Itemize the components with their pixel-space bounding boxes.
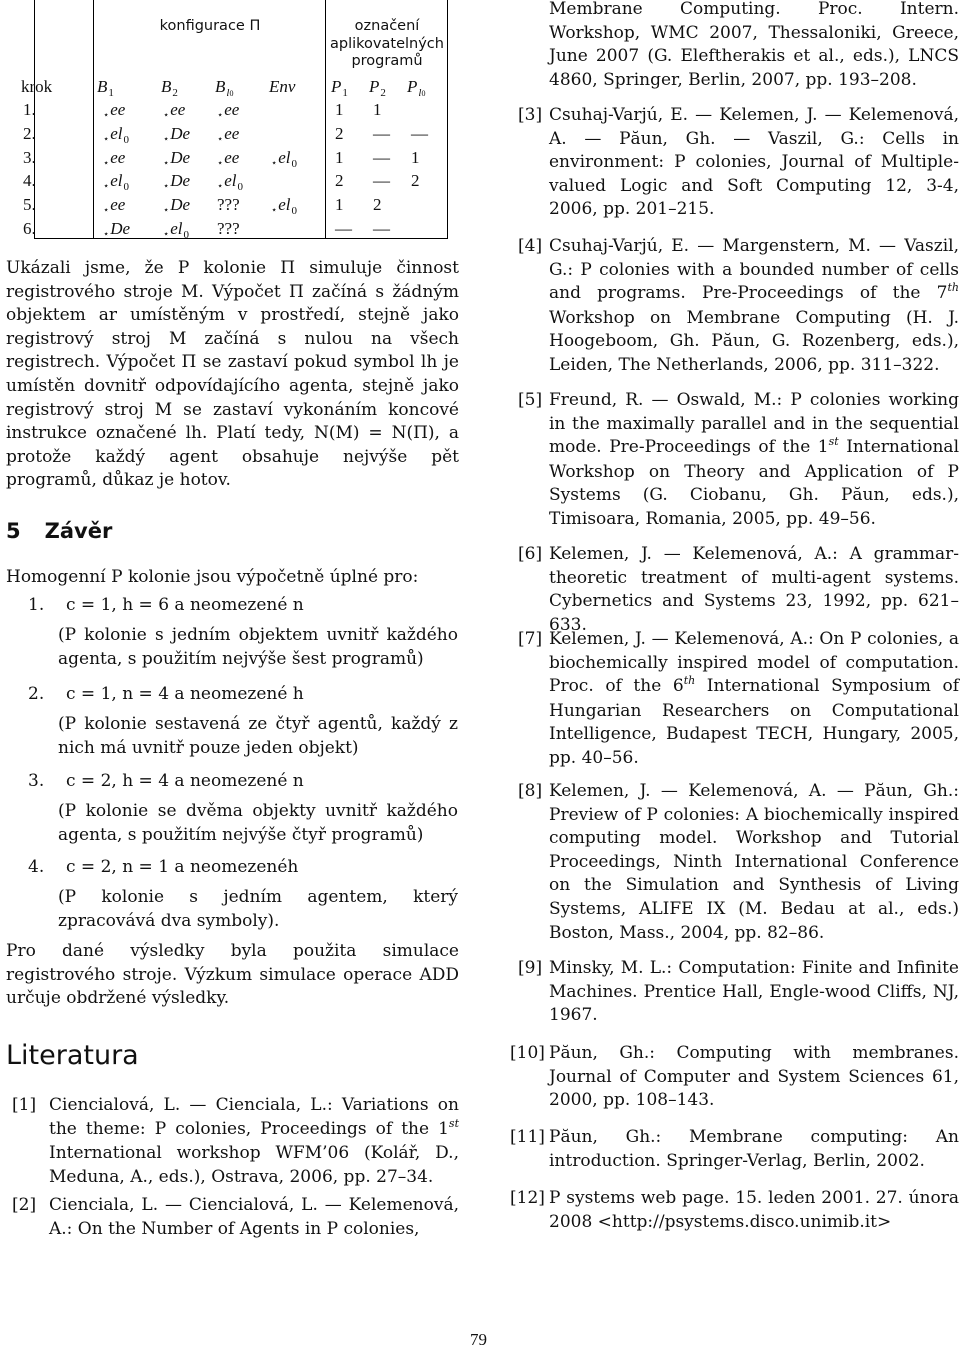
- table-header-configuration: konfigurace Π: [159, 18, 261, 34]
- table-cell-bl0: ???: [217, 219, 240, 238]
- table-cell-b2: [163, 171, 190, 191]
- star-marker: ⋆: [163, 229, 170, 240]
- paragraph-simulation: [6, 257, 459, 493]
- item-number: 1.: [28, 595, 45, 615]
- item-condition: c = 2, n = 1 a neomezenéh: [66, 857, 299, 877]
- table-header-line: označení: [354, 18, 420, 34]
- col-header-b2: $B_2$: [161, 77, 178, 99]
- table-cell-b2: [163, 124, 190, 144]
- cell-value: De: [170, 195, 191, 215]
- table-cell-env: [271, 195, 298, 218]
- reference-number: [2]: [12, 1195, 37, 1215]
- star-marker: ⋆: [271, 157, 278, 169]
- table-cell-b1: [103, 148, 125, 168]
- star-marker: ⋆: [103, 181, 110, 193]
- cell-value: ee: [224, 123, 240, 143]
- table-cell-pl0: 1: [411, 147, 420, 167]
- table-cell-b2: [163, 100, 185, 120]
- reference-text: Păun, Gh.: Membrane computing: An introduction. Springer-Verlag, Berlin, 2002.: [549, 1127, 959, 1171]
- section-title: Závěr: [44, 519, 113, 543]
- table-cell-p1: 2: [335, 171, 344, 191]
- star-marker: ⋆: [103, 133, 110, 145]
- table-cell-p2: —: [373, 123, 390, 143]
- table-cell-b1: [103, 195, 125, 215]
- conclusion-paragraph: Pro dané výsledky byla použita simulace registrového stroje. Výzkum simulace operace ADD určuje obdržené výsledky.: [6, 941, 459, 1009]
- reference-text: Membrane Computing. Proc. Intern. Workshop, WMC 2007, Thessaloniki, Greece, June 2007 (G. Eleftherakis et al., eds.), LNCS 4860, Springer, Berlin, 2007, pp. 193–208.: [549, 0, 959, 90]
- table-cell-pl0: —: [411, 123, 428, 143]
- reference-number: [12]: [510, 1188, 545, 1208]
- item-description: (P kolonie sestavená ze čtyř agentů, každý z nich má uvnitř pouze jeden objekt): [58, 714, 458, 758]
- item-number: 3.: [28, 771, 45, 791]
- col-header-b1: $B_1$: [97, 77, 114, 99]
- star-marker: ⋆: [163, 181, 170, 193]
- table-cell-b1: [103, 219, 130, 239]
- table-cell-env: [271, 148, 297, 168]
- reference-text: Cienciala, L. — Ciencialová, L. — Kelemenová, A.: On the Number of Agents in P colonies,: [49, 1195, 459, 1239]
- star-marker: ⋆: [163, 157, 170, 169]
- star-marker: ⋆: [217, 133, 224, 145]
- cell-value: $el_0$: [278, 195, 298, 218]
- cell-value: ee: [110, 100, 126, 119]
- table-cell-bl0: [217, 148, 239, 168]
- reference-text: Minsky, M. L.: Computation: Finite and Infinite Machines. Prentice Hall, Engle-wood Cliffs, NJ, 1967.: [549, 958, 959, 1026]
- reference-number: [10]: [510, 1043, 545, 1063]
- reference-text: Kelemen, J. — Kelemenová, A. — Păun, Gh.: Preview of P colonies: A biochemically inspired computing model. Workshop and Tutorial Proceedings, Ninth International Conference on the Simulation and Synthesis of Living Systems, ALIFE IX (M. Bedau at al., eds.) Boston, Mass., 2004, pp. 82–86.: [549, 781, 959, 943]
- cell-value: $el_0$: [110, 123, 130, 146]
- item-description: (P kolonie s jedním agentem, který zpracovává dva symboly).: [58, 887, 458, 931]
- table-cell-bl0: [217, 124, 239, 144]
- table-cell-bl0: [217, 171, 244, 194]
- cell-value: De: [170, 171, 191, 191]
- table-header-line: aplikovatelných: [330, 35, 444, 52]
- star-marker: ⋆: [217, 110, 224, 121]
- table-header-line: programů: [351, 53, 423, 69]
- star-marker: ⋆: [103, 157, 110, 169]
- table-cell-p2: —: [373, 147, 390, 167]
- cell-value: De: [110, 219, 131, 238]
- reference-number: [1]: [12, 1095, 37, 1115]
- page-number: 79: [470, 1330, 487, 1349]
- item-number: 4.: [28, 857, 45, 877]
- table-cell-bl0: ???: [217, 195, 240, 215]
- item-description: (P kolonie se dvěma objekty uvnitř každého agenta, s použitím nejvýše čtyř programů): [58, 801, 458, 845]
- cell-value: $el_0$: [170, 219, 190, 241]
- table-cell-p1: 1: [335, 147, 344, 167]
- table-divider: [93, 0, 94, 238]
- col-header-krok: krok: [21, 77, 53, 96]
- reference-number: [8]: [518, 781, 543, 801]
- star-marker: ⋆: [103, 110, 110, 121]
- item-condition: c = 2, h = 4 a neomezené n: [66, 771, 304, 791]
- reference-number: [6]: [518, 544, 543, 564]
- table-cell-bl0: [217, 100, 239, 120]
- table-cell-p2: —: [373, 219, 390, 238]
- table-cell-krok: 1.: [23, 100, 36, 119]
- reference-text: Ciencialová, L. — Cienciala, L.: Variations on the theme: P colonies, Proceedings of the 1st International workshop WFM’06 (Kolář, D., Meduna, A., eds.), Ostrava, 2006, pp. 27–34.: [49, 1095, 459, 1187]
- reference-number: [5]: [518, 390, 543, 410]
- table-cell-krok: 4.: [23, 171, 36, 191]
- reference-number: [3]: [518, 105, 543, 125]
- reference-text: Csuhaj-Varjú, E. — Margenstern, M. — Vaszil, G.: P colonies with a bounded number of cells and programs. Pre-Proceedings of the 7th Workshop on Membrane Computing (H. J. Hoogeboom, Gh. Păun, G. Rozenberg, eds.), Leiden, The Netherlands, 2006, pp. 311–322.: [549, 236, 959, 375]
- table-cell-krok: 3.: [23, 147, 36, 167]
- table-cell-krok: 2.: [23, 123, 36, 143]
- reference-text: Freund, R. — Oswald, M.: P colonies working in the maximally parallel and in the sequential mode. Pre-Proceedings of the 1st International Workshop on Theory and Application of P Systems (G. Ciobanu, Gh. Păun, eds.), Timisoara, Romania, 2005, pp. 49–56.: [549, 390, 960, 529]
- table-cell-p1: 2: [335, 123, 344, 143]
- table-header-programs: [327, 18, 447, 71]
- col-header-bl0: $B_{l0}$: [215, 77, 234, 99]
- star-marker: ⋆: [163, 205, 170, 217]
- table-cell-b2: [163, 219, 189, 239]
- intro-text: Homogenní P kolonie jsou výpočetně úplné pro:: [6, 567, 419, 587]
- star-marker: ⋆: [103, 205, 110, 217]
- star-marker: ⋆: [103, 229, 110, 240]
- table-cell-b2: [163, 195, 190, 215]
- table-cell-b1: [103, 100, 125, 120]
- table-cell-p2: 1: [373, 100, 382, 119]
- table-cell-p1: 1: [335, 195, 344, 215]
- cell-value: $el_0$: [278, 147, 298, 170]
- cell-value: $el_0$: [224, 171, 244, 194]
- configuration-table: [21, 0, 448, 241]
- reference-text: Păun, Gh.: Computing with membranes. Journal of Computer and System Sciences 61, 2000, pp. 108–143.: [549, 1043, 959, 1111]
- col-header-p2: $P_2$: [369, 77, 386, 99]
- cell-value: ee: [170, 100, 186, 119]
- table-cell-b1: [103, 171, 130, 194]
- cell-value: ee: [110, 147, 126, 167]
- item-number: 2.: [28, 684, 45, 704]
- item-condition: c = 1, n = 4 a neomezené h: [66, 684, 304, 704]
- reference-number: [7]: [518, 629, 543, 649]
- reference-text: P systems web page. 15. leden 2001. 27. února 2008 <http://psystems.disco.unimib.it>: [549, 1188, 959, 1232]
- reference-number: [11]: [510, 1127, 545, 1147]
- literature-heading: Literatura: [6, 1040, 139, 1071]
- col-header-p1: $P_1$: [331, 77, 348, 99]
- cell-value: ee: [110, 195, 126, 215]
- star-marker: ⋆: [217, 181, 224, 193]
- cell-value: $el_0$: [110, 171, 130, 194]
- item-condition: c = 1, h = 6 a neomezené n: [66, 595, 304, 615]
- star-marker: ⋆: [271, 205, 278, 217]
- col-header-env: Env: [269, 77, 296, 96]
- table-cell-pl0: 2: [411, 171, 420, 191]
- section-number: 5: [6, 519, 21, 543]
- col-header-pl0: $P_{l0}$: [407, 77, 426, 99]
- star-marker: ⋆: [217, 157, 224, 169]
- reference-text: Csuhaj-Varjú, E. — Kelemen, J. — Kelemenová, A. — Păun, Gh. — Vaszil, G.: Cells in environment: P colonies, Journal of Multiple-valued Logic and Soft Computing 12, 3-4, 2006, pp. 201–215.: [549, 105, 959, 220]
- cell-value: De: [170, 123, 191, 143]
- table-cell-p1: 1: [335, 100, 344, 119]
- cell-value: ee: [224, 147, 240, 167]
- reference-text: Kelemen, J. — Kelemenová, A.: On P colonies, a biochemically inspired model of computation. Proc. of the 6th International Symposium of Hungarian Researchers on Computational Intelligence, Budapest TECH, Hungary, 2005, pp. 40–56.: [549, 629, 960, 768]
- table-cell-p2: —: [373, 171, 390, 191]
- table-cell-krok: 6.: [23, 219, 36, 238]
- reference-text: Kelemen, J. — Kelemenová, A.: A grammar-theoretic treatment of multi-agent systems. Cybernetics and Systems 23, 1992, pp. 621–633.: [549, 544, 959, 635]
- table-cell-p2: 2: [373, 195, 382, 215]
- table-cell-b2: [163, 148, 190, 168]
- reference-number: [9]: [518, 958, 543, 978]
- table-cell-b1: [103, 124, 129, 144]
- star-marker: ⋆: [163, 133, 170, 145]
- table-cell-krok: 5.: [23, 195, 36, 215]
- paragraph-text: Ukázali jsme, že P kolonie Π simuluje činnost registrového stroje M. Výpočet Π začíná s žádným objektem ar umístěným v prostředí, stejně jako registrový stroj M začíná s nulou na všech registrech. Výpočet Π se zastaví pokud symbol lh je umístěn dovnitř odpovídajícího agenta, stejně jako registrový stroj M se zastaví vykonáním koncové instrukce označené lh. Platí tedy, N(M) = N(Π), a protože každý agent obsahuje nejvýše pět programů, důkaz je hotov.: [6, 258, 459, 491]
- cell-value: ee: [224, 100, 240, 119]
- star-marker: ⋆: [163, 110, 170, 121]
- cell-value: De: [170, 147, 191, 167]
- section-heading: [6, 519, 112, 543]
- table-cell-p1: —: [335, 219, 352, 238]
- item-description: (P kolonie s jedním objektem uvnitř každého agenta, s použitím nejvýše šest programů): [58, 625, 458, 669]
- reference-number: [4]: [518, 236, 543, 256]
